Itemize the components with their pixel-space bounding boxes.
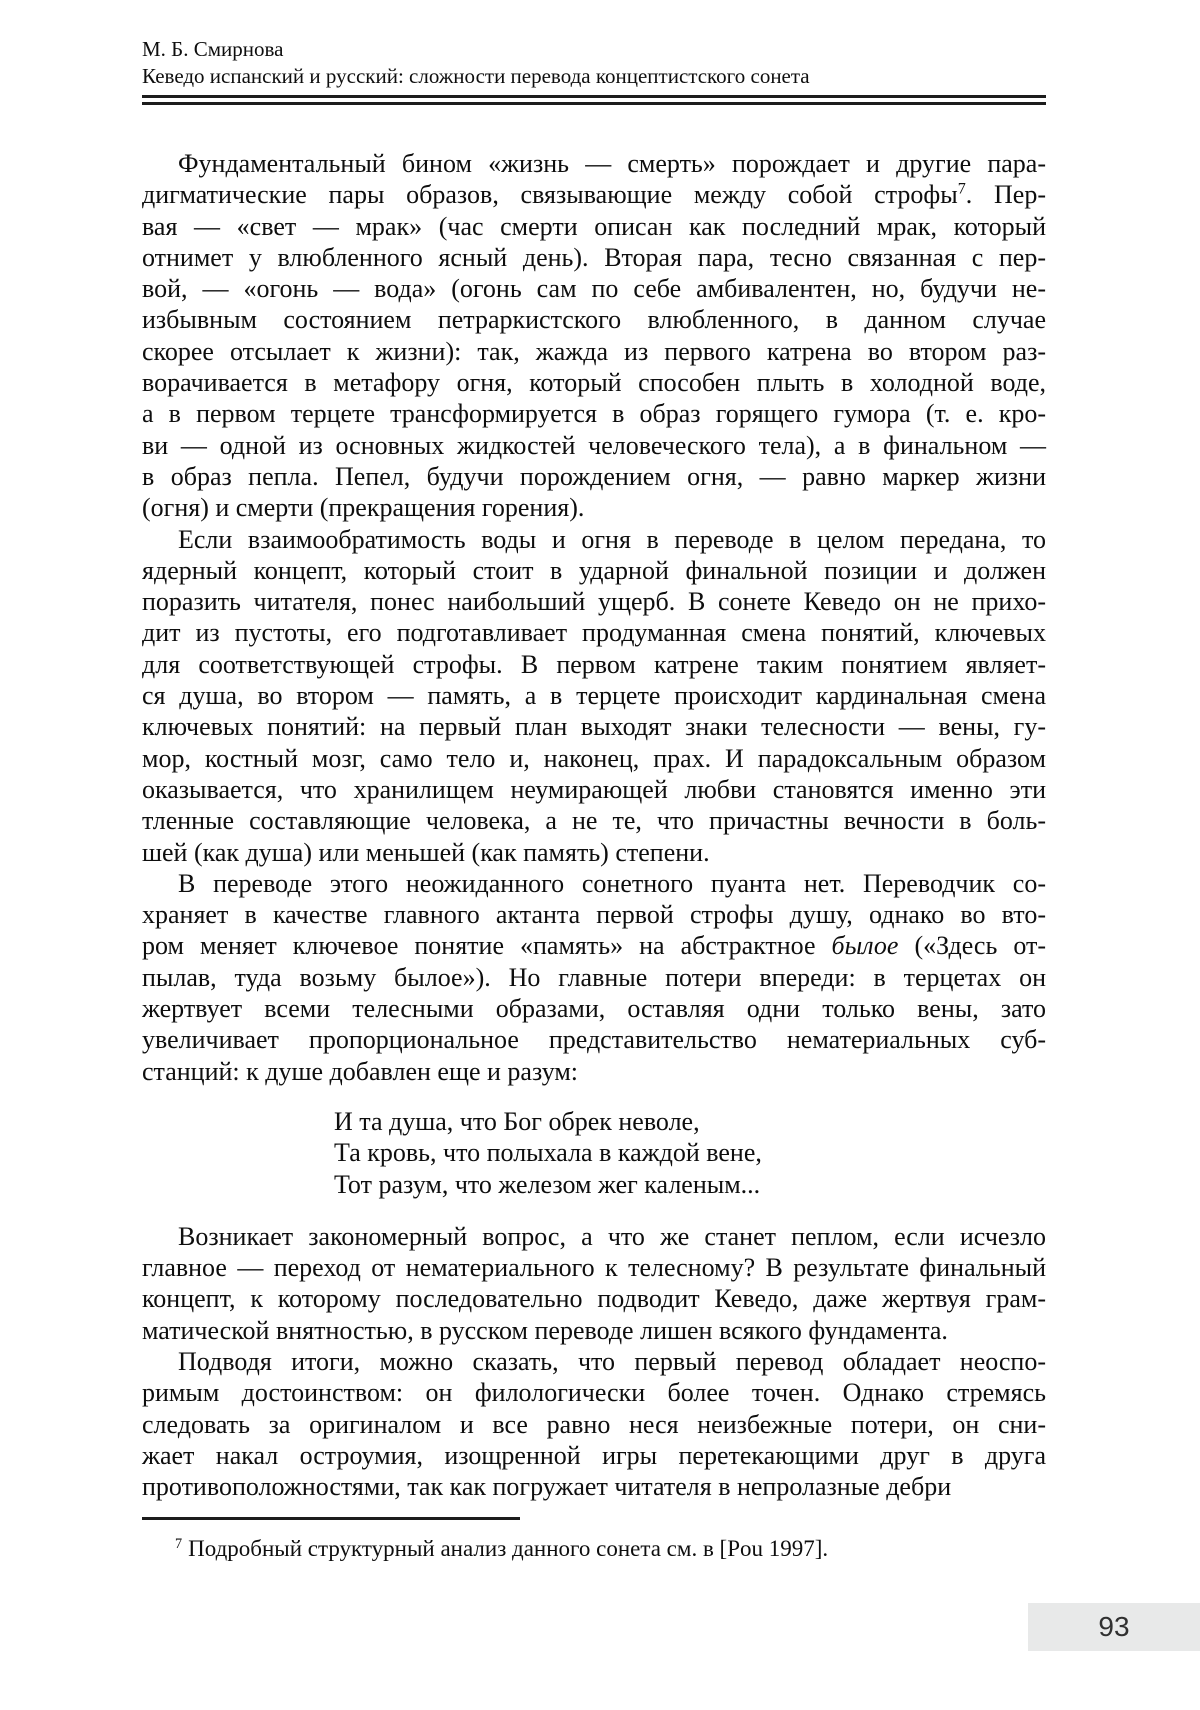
text-line: противоположностями, так как погружает читателя в непролазные дебри [142,1472,952,1502]
footnote-text: Подробный структурный анализ данного сонета см. в [Pou 1997]. [188,1536,829,1562]
header-divider-rule [142,95,1046,105]
text-line: Фундаментальный бином «жизнь — смерть» порождает и другие пара- [178,149,1046,178]
verse-line: И та душа, что Бог обрек неволе, [334,1106,700,1136]
text-line: Если взаимообратимость воды и огня в переводе в целом передана, то [178,524,1046,554]
text-line: В переводе этого неожиданного сонетного пуанта нет. Переводчик со- [178,868,1046,898]
text-line: ядерный концепт, который стоит в ударной финальной позиции и должен [142,555,1046,585]
text-line: дигматические пары образов, связывающие между собой строфы$^7$. Пер- [142,180,1046,210]
text-line: для соответствующей строфы. В первом катрене таким понятием являет- [142,649,1046,679]
text-line: избывным состоянием петраркистского влюбленного, в данном случае [142,305,1046,335]
article-body [142,148,1046,1502]
running-header-title: Кеведо испанский и русский: сложности перевода концептистского сонета [142,64,810,88]
text-line: жертвует всеми телесными образами, оставляя одни только вены, зато [142,994,1046,1024]
text-line: в образ пепла. Пепел, будучи порождением огня, — равно маркер жизни [142,461,1046,491]
text-block [142,0,1046,1564]
text-line: ром меняет ключевое понятие «память» на абстрактное былое («Здесь от- [142,931,1046,961]
footnote-marker: 7 [175,1535,183,1552]
text-line: мор, костный мозг, само тело и, наконец, прах. И парадоксальным образом [142,743,1046,773]
text-line: а в первом терцете трансформируется в образ горящего гумора (т. е. кро- [142,399,1046,429]
paragraph [142,868,1046,1087]
text-line: Возникает закономерный вопрос, а что же станет пеплом, если исчезло [178,1221,1046,1251]
text-line: отнимет у влюбленного ясный день). Вторая пара, тесно связанная с пер- [142,242,1046,272]
text-line: Подводя итоги, можно сказать, что первый перевод обладает неоспо- [178,1346,1046,1376]
footnote [142,1534,1046,1564]
page-number: 93 [1098,1611,1130,1642]
page-number-strip [1028,1603,1200,1651]
text-line: (огня) и смерти (прекращения горения). [142,493,585,523]
text-line: вой, — «огонь — вода» (огонь сам по себе амбивалентен, но, будучи не- [142,274,1046,304]
text-line: ви — одной из основных жидкостей человеческого тела), а в финальном — [142,430,1046,460]
running-header [142,36,1046,105]
footnote-divider-rule [142,1517,520,1520]
text-line: увеличивает пропорциональное представительство нематериальных суб- [142,1025,1046,1055]
text-line: скорее отсылает к жизни): так, жажда из первого катрена во втором раз- [142,336,1046,366]
paragraph [142,148,1046,524]
text-line: шей (как душа) или меньшей (как память) степени. [142,837,710,867]
verse-quote [334,1106,1046,1200]
text-line: станций: к душе добавлен еще и разум: [142,1056,579,1086]
text-line: ворачивается в метафору огня, который способен плыть в холодной воде, [142,368,1046,398]
verse-line: Тот разум, что железом жег каленым... [334,1169,761,1199]
running-header-author: М. Б. Смирнова [142,37,284,61]
paragraph [142,1346,1046,1502]
text-line: храняет в качестве главного актанта первой строфы душу, однако во вто- [142,900,1046,930]
text-line: римым достоинством: он филологически более точен. Однако стремясь [142,1378,1046,1408]
paragraph [142,1221,1046,1346]
text-line: ключевых понятий: на первый план выходят знаки телесности — вены, гу- [142,712,1046,742]
text-line: следовать за оригиналом и все равно неся неизбежные потери, он сни- [142,1409,1046,1439]
text-line: дит из пустоты, его подготавливает продуманная смена понятий, ключевых [142,618,1046,648]
text-line: матической внятностью, в русском переводе лишен всякого фундамента. [142,1315,948,1345]
verse-line: Та кровь, что полыхала в каждой вене, [334,1138,762,1168]
paragraph [142,524,1046,868]
text-line: главное — переход от нематериального к телесному? В результате финальный [142,1253,1046,1283]
text-line: тленные составляющие человека, а не те, что причастны вечности в боль- [142,806,1046,836]
text-line: пылав, туда возьму былое»). Но главные потери впереди: в терцетах он [142,962,1046,992]
text-line: концепт, к которому последовательно подводит Кеведо, даже жертвуя грам- [142,1284,1046,1314]
text-line: вая — «свет — мрак» (час смерти описан как последний мрак, который [142,211,1046,241]
text-line: жает накал остроумия, изощренной игры перетекающими друг в друга [142,1440,1046,1470]
text-line: ся душа, во втором — память, а в терцете происходит кардинальная смена [142,681,1046,711]
text-line: оказывается, что хранилищем неумирающей любви становятся именно эти [142,774,1046,804]
text-line: поразить читателя, понес наибольший ущерб. В сонете Кеведо он не прихо- [142,587,1046,617]
